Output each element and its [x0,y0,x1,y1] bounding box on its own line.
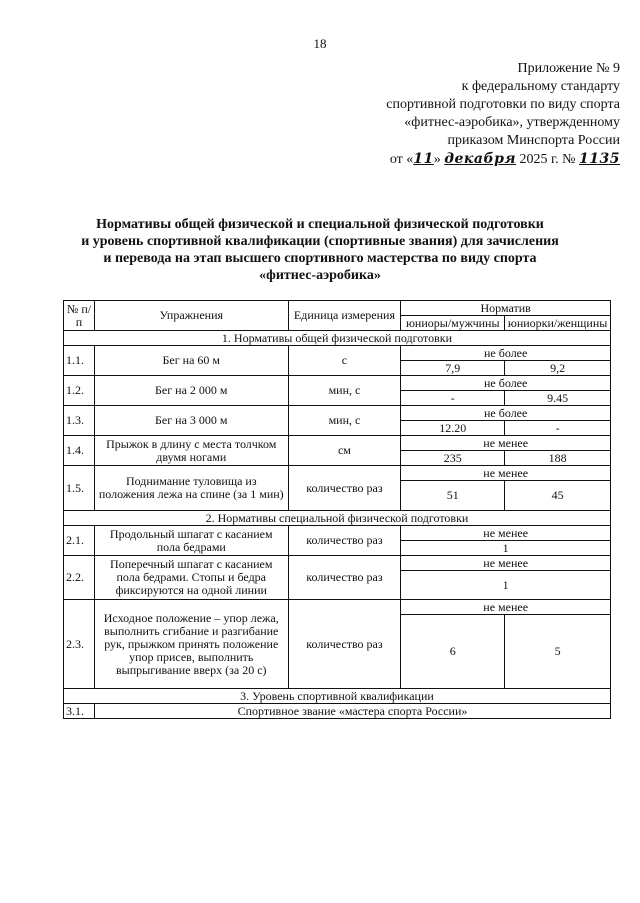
row-number: 3.1. [64,704,95,719]
row-unit: количество раз [288,556,401,600]
row-condition: не менее [401,526,611,541]
header-exercise: Упражнения [94,301,288,331]
appendix-line: «фитнес-аэробика», утвержденному [404,115,620,130]
row-value: 1 [401,541,611,556]
row-number: 2.2. [64,556,95,600]
table-row [64,346,611,361]
row-condition: не менее [401,466,611,481]
order-prefix: от « [389,152,414,167]
header-female: юниорки/женщины [505,316,611,331]
section-title: 3. Уровень спортивной квалификации [64,689,611,704]
row-exercise: Поперечный шпагат с касанием пола бедрами. Стопы и бедра фиксируются на одной линии [94,556,288,600]
row-exercise: Бег на 60 м [94,346,288,376]
header-num: № п/п [64,301,95,331]
row-exercise: Бег на 2 000 м [94,376,288,406]
row-value-male: 51 [401,481,505,511]
row-number: 1.1. [64,346,95,376]
row-unit: мин, с [288,376,401,406]
row-number: 2.1. [64,526,95,556]
row-value-male: 7,9 [401,361,505,376]
row-value: 1 [401,571,611,600]
row-number: 1.3. [64,406,95,436]
table-row [64,436,611,451]
row-qualification: Спортивное звание «мастера спорта России» [94,704,610,719]
row-number: 1.4. [64,436,95,466]
row-exercise: Продольный шпагат с касанием пола бедрами [94,526,288,556]
order-mid: 2025 г. № [516,152,580,167]
order-line [330,150,620,169]
row-value-male: 235 [401,451,505,466]
row-value-male: - [401,391,505,406]
table-row [64,376,611,391]
title-line: Нормативы общей физической и специальной физической подготовки [96,217,544,232]
row-condition: не менее [401,600,611,615]
table-row [64,466,611,481]
title-line: и перевода на этап высшего спортивного мастерства по виду спорта [103,251,537,266]
section-row [64,689,611,704]
row-exercise: Поднимание туловища из положения лежа на спине (за 1 мин) [94,466,288,511]
row-value-female: 45 [505,481,611,511]
section-row [64,331,611,346]
title-line: и уровень спортивной квалификации (спортивные звания) для зачисления [81,234,559,249]
header-male: юниоры/мужчины [401,316,505,331]
row-condition: не менее [401,436,611,451]
row-value-female: 5 [505,615,611,689]
row-condition: не более [401,376,611,391]
row-value-female: - [505,421,611,436]
header-norm: Норматив [401,301,611,316]
appendix-line: Приложение № 9 [517,61,620,76]
row-exercise: Прыжок в длину с места толчком двумя ногами [94,436,288,466]
order-mid: » [433,152,445,167]
row-value-female: 9,2 [505,361,611,376]
row-condition: не более [401,346,611,361]
row-unit: количество раз [288,526,401,556]
order-number: 1135 [579,151,620,167]
section-title: 1. Нормативы общей физической подготовки [64,331,611,346]
table-row [64,600,611,615]
row-value-female: 9.45 [505,391,611,406]
section-row [64,511,611,526]
norms-table [63,300,611,719]
page-number: 18 [313,36,327,51]
order-day: 11 [413,151,434,167]
row-value-male: 12.20 [401,421,505,436]
table-row [64,406,611,421]
row-unit: с [288,346,401,376]
title-line: «фитнес-аэробика» [259,268,381,283]
row-unit: количество раз [288,600,401,689]
appendix-line: к федеральному стандарту [461,79,620,94]
row-exercise: Бег на 3 000 м [94,406,288,436]
appendix-line: спортивной подготовки по виду спорта [386,97,620,112]
order-month: декабря [444,151,516,167]
row-number: 1.2. [64,376,95,406]
table-row [64,526,611,541]
row-number: 2.3. [64,600,95,689]
appendix-block [330,60,620,169]
row-unit: мин, с [288,406,401,436]
header-unit: Единица измерения [288,301,401,331]
table-row [64,556,611,571]
row-condition: не более [401,406,611,421]
row-condition: не менее [401,556,611,571]
section-title: 2. Нормативы специальной физической подготовки [64,511,611,526]
row-number: 1.5. [64,466,95,511]
row-value-female: 188 [505,451,611,466]
document-title [40,216,600,284]
appendix-line: приказом Минспорта России [447,133,620,148]
table-row [64,704,611,719]
row-value-male: 6 [401,615,505,689]
row-unit: количество раз [288,466,401,511]
header-row [64,301,611,316]
row-unit: см [288,436,401,466]
row-exercise: Исходное положение – упор лежа, выполнить сгибание и разгибание рук, прыжком принять положение упор присев, выполнить выпрыгивание вверх (за 20 с) [94,600,288,689]
